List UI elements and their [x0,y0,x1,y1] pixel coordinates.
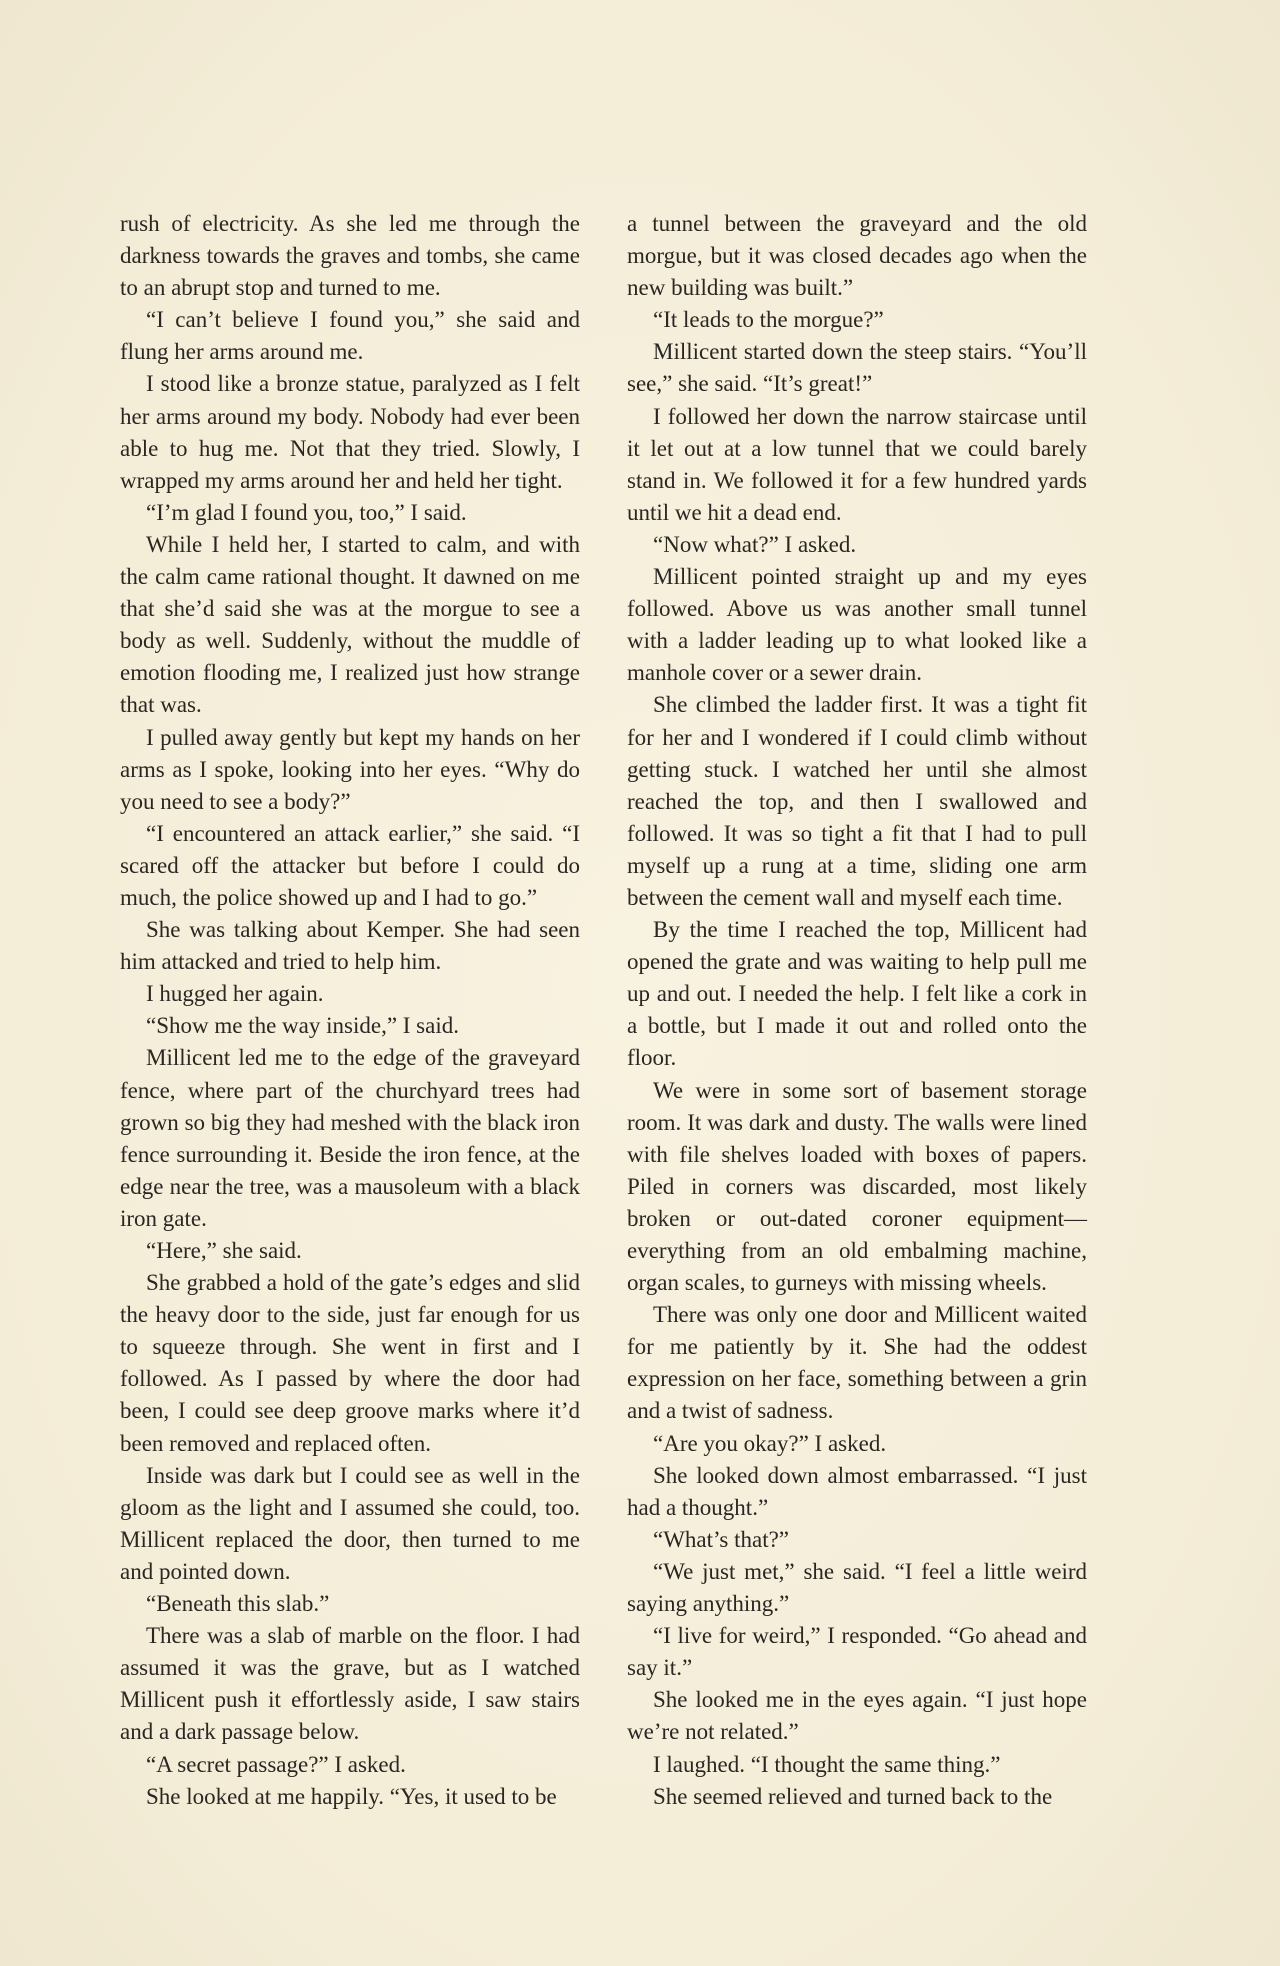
paragraph: rush of electricity. As she led me through the darkness towards the graves and tombs, she came to an abrupt stop and turned to me. [120,211,580,301]
paragraph: Millicent pointed straight up and my eyes followed. Above us was another small tunnel with a ladder leading up to what looked like a manhole cover or a sewer drain. [627,564,1087,686]
paragraph: Millicent led me to the edge of the graveyard fence, where part of the churchyard trees had grown so big they had meshed with the black iron fence surrounding it. Beside the iron fence, at the edge near the tree, was a mausoleum with a black iron gate. [120,1045,580,1231]
paragraph: We were in some sort of basement storage room. It was dark and dusty. The walls were lined with file shelves loaded with boxes of papers. Piled in corners was discarded, most likely broken or out-dated coroner equipment—everything from an old embalming machine, organ scales, to gurneys with missing wheels. [627,1077,1087,1296]
paragraph: “We just met,” she said. “I feel a little weird saying anything.” [627,1558,1087,1617]
paragraph: “A secret passage?” I asked. [146,1751,406,1777]
paragraph: “I encountered an attack earlier,” she said. “I scared off the attacker but before I could do much, the police showed up and I had to go.” [120,820,580,910]
paragraph: I laughed. “I thought the same thing.” [653,1751,1001,1777]
paragraph: “Are you okay?” I asked. [653,1430,887,1456]
paragraph: “I’m glad I found you, too,” I said. [146,499,467,525]
paragraph: She seemed relieved and turned back to the [653,1783,1053,1809]
paragraph: She looked down almost embarrassed. “I just had a thought.” [627,1462,1087,1520]
paragraph: I stood like a bronze statue, paralyzed as I felt her arms around my body. Nobody had ever been able to hug me. Not that they tried. Slowly, I wrapped my arms around her and held her tight. [120,371,580,493]
paragraph: I hugged her again. [146,981,324,1007]
paragraph: a tunnel between the graveyard and the old morgue, but it was closed decades ago when the new building was built.” [627,211,1087,301]
paragraph: There was a slab of marble on the floor. I had assumed it was the grave, but as I watched Millicent push it effortlessly aside, I saw stairs and a dark passage below. [120,1623,580,1745]
paragraph: “What’s that?” [653,1526,790,1552]
paragraph: “Here,” she said. [146,1238,302,1263]
paragraph: She grabbed a hold of the gate’s edges and slid the heavy door to the side, just far enough for us to squeeze through. She went in first and I followed. As I passed by where the door had been, I could see deep groove marks where it’d been removed and replaced often. [120,1270,580,1456]
right-text-column [627,208,1087,1813]
paragraph: “Beneath this slab.” [146,1591,330,1617]
paragraph: “Now what?” I asked. [653,531,857,557]
paragraph: “I live for weird,” I responded. “Go ahead and say it.” [627,1623,1087,1681]
paragraph: There was only one door and Millicent waited for me patiently by it. She had the oddest expression on her face, something between a grin and a twist of sadness. [627,1302,1087,1424]
paragraph: She looked at me happily. “Yes, it used to be [146,1783,557,1809]
paragraph: She looked me in the eyes again. “I just hope we’re not related.” [627,1687,1087,1745]
paragraph: I followed her down the narrow staircase until it let out at a low tunnel that we could barely stand in. We followed it for a few hundred yards until we hit a dead end. [627,403,1087,525]
paragraph: By the time I reached the top, Millicent had opened the grate and was waiting to help pull me up and out. I needed the help. I felt like a cork in a bottle, but I made it out and rolled onto the floor. [627,917,1087,1071]
paragraph: She was talking about Kemper. She had seen him attacked and tried to help him. [120,917,580,975]
paragraph: “Show me the way inside,” I said. [146,1013,459,1039]
paragraph: I pulled away gently but kept my hands on her arms as I spoke, looking into her eyes. “Why do you need to see a body?” [120,724,580,814]
paragraph: Inside was dark but I could see as well in the gloom as the light and I assumed she could, too. Millicent replaced the door, then turned to me and pointed down. [120,1462,580,1584]
paragraph: “I can’t believe I found you,” she said and flung her arms around me. [120,307,580,365]
left-text-column [120,208,580,1813]
paragraph: She climbed the ladder first. It was a tight fit for her and I wondered if I could climb without getting stuck. I watched her until she almost reached the top, and then I swallowed and followed. It was so tight a fit that I had to pull myself up a rung at a time, sliding one arm between the cement wall and myself each time. [627,692,1087,910]
paragraph: While I held her, I started to calm, and with the calm came rational thought. It dawned on me that she’d said she was at the morgue to see a body as well. Suddenly, without the muddle of emotion flooding me, I realized just how strange that was. [120,531,580,718]
paragraph: “It leads to the morgue?” [653,307,884,333]
paragraph: Millicent started down the steep stairs. “You’ll see,” she said. “It’s great!” [627,339,1087,397]
